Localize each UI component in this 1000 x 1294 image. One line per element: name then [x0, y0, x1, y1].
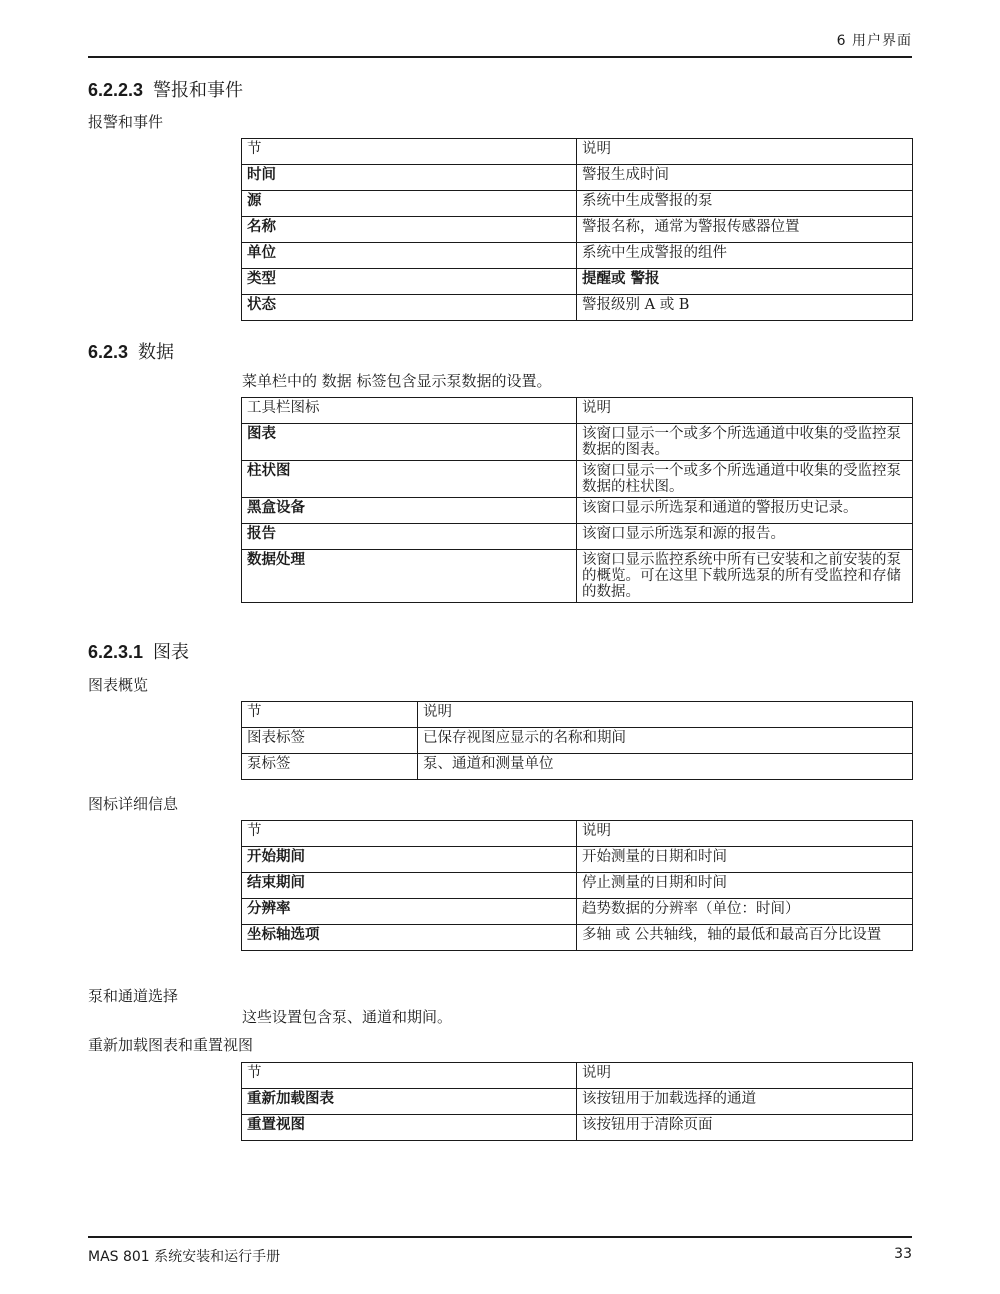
table-cell-description: 开始测量的日期和时间: [577, 847, 913, 873]
alarms-events-label: 报警和事件: [88, 113, 164, 131]
table-cell-description: 该按钮用于加载选择的通道: [577, 1089, 913, 1115]
table-cell-section: 源: [242, 191, 577, 217]
table-cell-section: 图表: [242, 424, 577, 461]
table-cell-section: 开始期间: [242, 847, 577, 873]
table-cell-description: 该窗口显示所选泵和通道的警报历史记录。: [577, 498, 913, 524]
table-row: [242, 550, 913, 603]
table-cell-description: 趋势数据的分辨率（单位：时间）: [577, 899, 913, 925]
page-number: 33: [894, 1246, 912, 1262]
table-row: [242, 754, 913, 780]
table-cell-section: 分辨率: [242, 899, 577, 925]
pump-channel-text: 这些设置包含泵、通道和期间。: [242, 1008, 453, 1026]
table-row: [242, 899, 913, 925]
heading-title: 图表: [153, 642, 190, 663]
table-header-row: [242, 702, 913, 728]
table-header-row: [242, 1063, 913, 1089]
table-cell-description: 警报级别 A 或 B: [577, 295, 913, 321]
table-header-cell: 说明: [418, 702, 913, 728]
table-cell-section: 重置视图: [242, 1115, 577, 1141]
table-row: [242, 498, 913, 524]
header-rule: [88, 56, 912, 58]
footer-rule: [88, 1236, 912, 1238]
table-row: [242, 165, 913, 191]
heading-number: 6.2.3: [88, 342, 129, 362]
table-cell-section: 名称: [242, 217, 577, 243]
table-row: [242, 1089, 913, 1115]
table-cell-description: 提醒或 警报: [577, 269, 913, 295]
data-intro-text: 菜单栏中的 数据 标签包含显示泵数据的设置。: [242, 372, 552, 390]
table-cell-description: 该窗口显示所选泵和源的报告。: [577, 524, 913, 550]
heading-6-2-2-3: [88, 76, 243, 102]
table-header-row: [242, 821, 913, 847]
table-cell-section: 坐标轴选项: [242, 925, 577, 951]
table-header-cell: 说明: [577, 139, 913, 165]
table-row: [242, 217, 913, 243]
heading-6-2-3: [88, 338, 174, 364]
table-header-cell: 节: [242, 1063, 577, 1089]
table-row: [242, 243, 913, 269]
chart-overview-label: 图表概览: [88, 676, 149, 694]
table-row: [242, 191, 913, 217]
table-cell-section: 报告: [242, 524, 577, 550]
table-cell-section: 泵标签: [242, 754, 418, 780]
table-header-cell: 节: [242, 821, 577, 847]
table-header-cell: 节: [242, 139, 577, 165]
table-cell-section: 单位: [242, 243, 577, 269]
table-cell-section: 时间: [242, 165, 577, 191]
running-header-chapter: 6 用户界面: [836, 33, 912, 49]
heading-title: 警报和事件: [153, 80, 244, 101]
table-row: [242, 925, 913, 951]
table-header-cell: 说明: [577, 821, 913, 847]
heading-title: 数据: [138, 342, 175, 363]
table-cell-description: 多轴 或 公共轴线，轴的最低和最高百分比设置: [577, 925, 913, 951]
icon-details-table: [241, 820, 913, 951]
icon-details-label: 图标详细信息: [88, 795, 179, 813]
table-header-cell: 说明: [577, 1063, 913, 1089]
table-cell-description: 系统中生成警报的泵: [577, 191, 913, 217]
table-row: [242, 461, 913, 498]
heading-6-2-3-1: [88, 638, 189, 664]
table-header-cell: 工具栏图标: [242, 398, 577, 424]
footer-manual-title: MAS 801 系统安装和运行手册: [88, 1249, 281, 1265]
table-row: [242, 424, 913, 461]
table-cell-description: 停止测量的日期和时间: [577, 873, 913, 899]
table-cell-description: 警报名称，通常为警报传感器位置: [577, 217, 913, 243]
heading-number: 6.2.2.3: [88, 80, 144, 100]
table-cell-section: 图表标签: [242, 728, 418, 754]
table-row: [242, 269, 913, 295]
chart-overview-table: [241, 701, 913, 780]
table-cell-section: 柱状图: [242, 461, 577, 498]
table-cell-description: 泵、通道和测量单位: [418, 754, 913, 780]
table-row: [242, 873, 913, 899]
alarms-events-table: [241, 138, 913, 321]
table-row: [242, 1115, 913, 1141]
reload-reset-table: [241, 1062, 913, 1141]
table-header-row: [242, 398, 913, 424]
table-cell-description: 该按钮用于清除页面: [577, 1115, 913, 1141]
table-cell-section: 数据处理: [242, 550, 577, 603]
table-header-cell: 说明: [577, 398, 913, 424]
table-cell-description: 系统中生成警报的组件: [577, 243, 913, 269]
table-header-row: [242, 139, 913, 165]
table-row: [242, 295, 913, 321]
table-row: [242, 847, 913, 873]
table-cell-description: 该窗口显示监控系统中所有已安装和之前安装的泵的概览。可在这里下载所选泵的所有受监控和存储的数据。: [577, 550, 913, 603]
table-cell-section: 状态: [242, 295, 577, 321]
table-cell-description: 警报生成时间: [577, 165, 913, 191]
pump-channel-label: 泵和通道选择: [88, 987, 179, 1005]
table-cell-description: 该窗口显示一个或多个所选通道中收集的受监控泵数据的图表。: [577, 424, 913, 461]
data-toolbar-table: [241, 397, 913, 603]
table-cell-section: 结束期间: [242, 873, 577, 899]
table-cell-section: 重新加载图表: [242, 1089, 577, 1115]
heading-number: 6.2.3.1: [88, 642, 144, 662]
reload-reset-label: 重新加载图表和重置视图: [88, 1036, 254, 1054]
table-row: [242, 728, 913, 754]
table-cell-section: 类型: [242, 269, 577, 295]
table-row: [242, 524, 913, 550]
table-cell-description: 已保存视图应显示的名称和期间: [418, 728, 913, 754]
table-cell-section: 黑盒设备: [242, 498, 577, 524]
table-cell-description: 该窗口显示一个或多个所选通道中收集的受监控泵数据的柱状图。: [577, 461, 913, 498]
table-header-cell: 节: [242, 702, 418, 728]
